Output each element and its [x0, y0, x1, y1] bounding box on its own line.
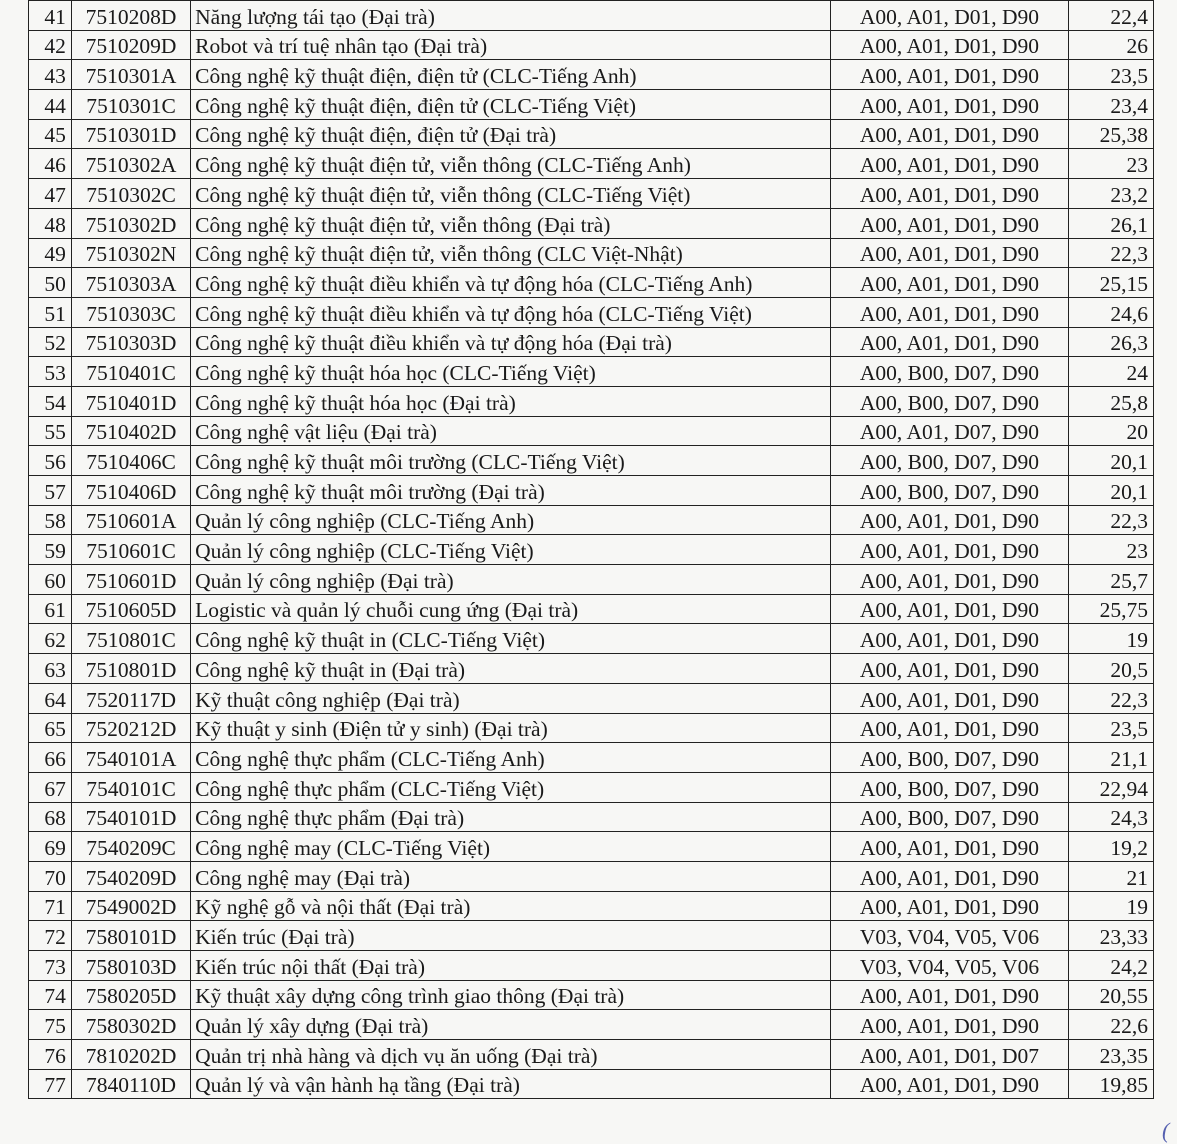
major-name-cell: Kỹ thuật y sinh (Điện tử y sinh) (Đại trà): [191, 713, 831, 743]
row-number-cell: 43: [29, 60, 72, 90]
subject-combination-cell: A00, A01, D01, D90: [830, 832, 1069, 862]
table-row: [29, 951, 1154, 981]
major-code-cell: 7510208D: [71, 1, 190, 31]
subject-combination-cell: V03, V04, V05, V06: [830, 951, 1069, 981]
table-row: [29, 208, 1154, 238]
cutoff-score-cell: 20,5: [1069, 654, 1154, 684]
cutoff-score-cell: 22,6: [1069, 1010, 1154, 1040]
admission-score-sheet: [28, 0, 1154, 1099]
major-name-cell: Kỹ nghệ gỗ và nội thất (Đại trà): [191, 891, 831, 921]
subject-combination-cell: A00, B00, D07, D90: [830, 476, 1069, 506]
major-name-cell: Công nghệ vật liệu (Đại trà): [191, 416, 831, 446]
subject-combination-cell: A00, B00, D07, D90: [830, 386, 1069, 416]
major-code-cell: 7810202D: [71, 1040, 190, 1070]
major-code-cell: 7549002D: [71, 891, 190, 921]
cutoff-score-cell: 23,4: [1069, 90, 1154, 120]
table-row: [29, 149, 1154, 179]
major-code-cell: 7510801D: [71, 654, 190, 684]
cutoff-score-cell: 19: [1069, 891, 1154, 921]
row-number-cell: 74: [29, 980, 72, 1010]
major-code-cell: 7510301C: [71, 90, 190, 120]
admission-score-table: [28, 0, 1154, 1099]
row-number-cell: 77: [29, 1069, 72, 1099]
table-row: [29, 386, 1154, 416]
subject-combination-cell: A00, A01, D01, D90: [830, 654, 1069, 684]
table-row: [29, 1069, 1154, 1099]
table-row: [29, 891, 1154, 921]
cutoff-score-cell: 23,2: [1069, 179, 1154, 209]
subject-combination-cell: A00, A01, D01, D90: [830, 594, 1069, 624]
major-name-cell: Kỹ thuật xây dựng công trình giao thông (Đại trà): [191, 980, 831, 1010]
row-number-cell: 44: [29, 90, 72, 120]
major-code-cell: 7510601C: [71, 535, 190, 565]
major-name-cell: Công nghệ kỹ thuật điện, điện tử (CLC-Tiếng Việt): [191, 90, 831, 120]
subject-combination-cell: A00, A01, D01, D90: [830, 861, 1069, 891]
cutoff-score-cell: 23: [1069, 149, 1154, 179]
cutoff-score-cell: 24: [1069, 357, 1154, 387]
major-name-cell: Công nghệ may (Đại trà): [191, 861, 831, 891]
subject-combination-cell: A00, B00, D07, D90: [830, 446, 1069, 476]
cutoff-score-cell: 23,33: [1069, 921, 1154, 951]
row-number-cell: 60: [29, 565, 72, 595]
major-code-cell: 7520117D: [71, 683, 190, 713]
major-code-cell: 7580101D: [71, 921, 190, 951]
row-number-cell: 46: [29, 149, 72, 179]
major-code-cell: 7510302C: [71, 179, 190, 209]
major-name-cell: Kiến trúc (Đại trà): [191, 921, 831, 951]
cutoff-score-cell: 20,1: [1069, 476, 1154, 506]
subject-combination-cell: A00, A01, D01, D07: [830, 1040, 1069, 1070]
row-number-cell: 68: [29, 802, 72, 832]
major-name-cell: Logistic và quản lý chuỗi cung ứng (Đại trà): [191, 594, 831, 624]
major-code-cell: 7510302A: [71, 149, 190, 179]
cutoff-score-cell: 24,3: [1069, 802, 1154, 832]
cutoff-score-cell: 22,3: [1069, 505, 1154, 535]
cutoff-score-cell: 22,3: [1069, 683, 1154, 713]
row-number-cell: 41: [29, 1, 72, 31]
subject-combination-cell: A00, B00, D07, D90: [830, 743, 1069, 773]
major-code-cell: 7510605D: [71, 594, 190, 624]
cutoff-score-cell: 21,1: [1069, 743, 1154, 773]
subject-combination-cell: A00, A01, D01, D90: [830, 90, 1069, 120]
major-code-cell: 7510601A: [71, 505, 190, 535]
major-name-cell: Quản lý công nghiệp (Đại trà): [191, 565, 831, 595]
major-code-cell: 7510303D: [71, 327, 190, 357]
row-number-cell: 65: [29, 713, 72, 743]
subject-combination-cell: A00, A01, D01, D90: [830, 505, 1069, 535]
cutoff-score-cell: 24,6: [1069, 297, 1154, 327]
cutoff-score-cell: 24,2: [1069, 951, 1154, 981]
row-number-cell: 69: [29, 832, 72, 862]
table-body: [29, 1, 1154, 1099]
major-name-cell: Kiến trúc nội thất (Đại trà): [191, 951, 831, 981]
row-number-cell: 71: [29, 891, 72, 921]
major-name-cell: Quản lý và vận hành hạ tầng (Đại trà): [191, 1069, 831, 1099]
row-number-cell: 61: [29, 594, 72, 624]
cutoff-score-cell: 26,1: [1069, 208, 1154, 238]
cutoff-score-cell: 26: [1069, 30, 1154, 60]
major-code-cell: 7540101C: [71, 772, 190, 802]
table-row: [29, 772, 1154, 802]
major-code-cell: 7510401D: [71, 386, 190, 416]
major-code-cell: 7580302D: [71, 1010, 190, 1040]
row-number-cell: 62: [29, 624, 72, 654]
major-code-cell: 7510302D: [71, 208, 190, 238]
subject-combination-cell: A00, A01, D07, D90: [830, 416, 1069, 446]
major-code-cell: 7840110D: [71, 1069, 190, 1099]
major-code-cell: 7510601D: [71, 565, 190, 595]
table-row: [29, 297, 1154, 327]
row-number-cell: 75: [29, 1010, 72, 1040]
row-number-cell: 45: [29, 119, 72, 149]
table-row: [29, 654, 1154, 684]
subject-combination-cell: A00, A01, D01, D90: [830, 297, 1069, 327]
cutoff-score-cell: 25,8: [1069, 386, 1154, 416]
cutoff-score-cell: 22,94: [1069, 772, 1154, 802]
row-number-cell: 72: [29, 921, 72, 951]
subject-combination-cell: A00, A01, D01, D90: [830, 60, 1069, 90]
subject-combination-cell: A00, A01, D01, D90: [830, 1069, 1069, 1099]
subject-combination-cell: A00, A01, D01, D90: [830, 268, 1069, 298]
cutoff-score-cell: 25,38: [1069, 119, 1154, 149]
table-row: [29, 476, 1154, 506]
major-name-cell: Công nghệ kỹ thuật môi trường (CLC-Tiếng Việt): [191, 446, 831, 476]
major-code-cell: 7510209D: [71, 30, 190, 60]
row-number-cell: 52: [29, 327, 72, 357]
table-row: [29, 594, 1154, 624]
pen-mark: (: [1162, 1118, 1170, 1143]
major-name-cell: Công nghệ kỹ thuật điện tử, viễn thông (Đại trà): [191, 208, 831, 238]
row-number-cell: 73: [29, 951, 72, 981]
row-number-cell: 50: [29, 268, 72, 298]
subject-combination-cell: A00, A01, D01, D90: [830, 1010, 1069, 1040]
table-row: [29, 683, 1154, 713]
subject-combination-cell: A00, A01, D01, D90: [830, 149, 1069, 179]
major-name-cell: Quản lý xây dựng (Đại trà): [191, 1010, 831, 1040]
table-row: [29, 238, 1154, 268]
table-row: [29, 90, 1154, 120]
cutoff-score-cell: 26,3: [1069, 327, 1154, 357]
row-number-cell: 56: [29, 446, 72, 476]
table-row: [29, 832, 1154, 862]
table-row: [29, 416, 1154, 446]
table-row: [29, 1040, 1154, 1070]
major-code-cell: 7510406C: [71, 446, 190, 476]
table-row: [29, 119, 1154, 149]
major-code-cell: 7510406D: [71, 476, 190, 506]
major-code-cell: 7510301D: [71, 119, 190, 149]
row-number-cell: 58: [29, 505, 72, 535]
cutoff-score-cell: 22,4: [1069, 1, 1154, 31]
cutoff-score-cell: 23,5: [1069, 60, 1154, 90]
row-number-cell: 47: [29, 179, 72, 209]
subject-combination-cell: A00, A01, D01, D90: [830, 565, 1069, 595]
cutoff-score-cell: 20,1: [1069, 446, 1154, 476]
major-code-cell: 7540101D: [71, 802, 190, 832]
cutoff-score-cell: 19,2: [1069, 832, 1154, 862]
major-code-cell: 7520212D: [71, 713, 190, 743]
cutoff-score-cell: 19: [1069, 624, 1154, 654]
table-row: [29, 535, 1154, 565]
cutoff-score-cell: 25,75: [1069, 594, 1154, 624]
subject-combination-cell: A00, A01, D01, D90: [830, 238, 1069, 268]
major-name-cell: Công nghệ thực phẩm (CLC-Tiếng Anh): [191, 743, 831, 773]
table-row: [29, 327, 1154, 357]
major-name-cell: Công nghệ kỹ thuật điều khiển và tự động hóa (Đại trà): [191, 327, 831, 357]
major-code-cell: 7580205D: [71, 980, 190, 1010]
subject-combination-cell: A00, A01, D01, D90: [830, 713, 1069, 743]
table-row: [29, 565, 1154, 595]
row-number-cell: 66: [29, 743, 72, 773]
subject-combination-cell: A00, B00, D07, D90: [830, 802, 1069, 832]
major-code-cell: 7510302N: [71, 238, 190, 268]
major-name-cell: Công nghệ kỹ thuật in (Đại trà): [191, 654, 831, 684]
cutoff-score-cell: 25,7: [1069, 565, 1154, 595]
major-name-cell: Công nghệ thực phẩm (Đại trà): [191, 802, 831, 832]
subject-combination-cell: A00, A01, D01, D90: [830, 208, 1069, 238]
table-row: [29, 179, 1154, 209]
table-row: [29, 357, 1154, 387]
row-number-cell: 53: [29, 357, 72, 387]
row-number-cell: 63: [29, 654, 72, 684]
major-name-cell: Robot và trí tuệ nhân tạo (Đại trà): [191, 30, 831, 60]
table-row: [29, 861, 1154, 891]
table-row: [29, 268, 1154, 298]
table-row: [29, 505, 1154, 535]
table-row: [29, 1, 1154, 31]
row-number-cell: 42: [29, 30, 72, 60]
major-code-cell: 7510801C: [71, 624, 190, 654]
major-name-cell: Quản lý công nghiệp (CLC-Tiếng Anh): [191, 505, 831, 535]
subject-combination-cell: A00, A01, D01, D90: [830, 624, 1069, 654]
subject-combination-cell: A00, A01, D01, D90: [830, 980, 1069, 1010]
row-number-cell: 51: [29, 297, 72, 327]
table-row: [29, 980, 1154, 1010]
major-name-cell: Công nghệ thực phẩm (CLC-Tiếng Việt): [191, 772, 831, 802]
major-code-cell: 7510402D: [71, 416, 190, 446]
subject-combination-cell: A00, A01, D01, D90: [830, 30, 1069, 60]
subject-combination-cell: V03, V04, V05, V06: [830, 921, 1069, 951]
major-name-cell: Năng lượng tái tạo (Đại trà): [191, 1, 831, 31]
cutoff-score-cell: 19,85: [1069, 1069, 1154, 1099]
cutoff-score-cell: 21: [1069, 861, 1154, 891]
major-name-cell: Công nghệ kỹ thuật điện tử, viễn thông (CLC-Tiếng Việt): [191, 179, 831, 209]
major-name-cell: Công nghệ kỹ thuật hóa học (Đại trà): [191, 386, 831, 416]
major-code-cell: 7510303A: [71, 268, 190, 298]
subject-combination-cell: A00, A01, D01, D90: [830, 683, 1069, 713]
table-row: [29, 624, 1154, 654]
major-name-cell: Quản lý công nghiệp (CLC-Tiếng Việt): [191, 535, 831, 565]
cutoff-score-cell: 23,35: [1069, 1040, 1154, 1070]
cutoff-score-cell: 20: [1069, 416, 1154, 446]
major-name-cell: Công nghệ kỹ thuật điều khiển và tự động hóa (CLC-Tiếng Anh): [191, 268, 831, 298]
major-code-cell: 7510303C: [71, 297, 190, 327]
subject-combination-cell: A00, A01, D01, D90: [830, 179, 1069, 209]
table-row: [29, 30, 1154, 60]
subject-combination-cell: A00, A01, D01, D90: [830, 535, 1069, 565]
major-name-cell: Kỹ thuật công nghiệp (Đại trà): [191, 683, 831, 713]
major-name-cell: Công nghệ kỹ thuật điện, điện tử (CLC-Tiếng Anh): [191, 60, 831, 90]
subject-combination-cell: A00, A01, D01, D90: [830, 327, 1069, 357]
major-code-cell: 7510401C: [71, 357, 190, 387]
subject-combination-cell: A00, A01, D01, D90: [830, 1, 1069, 31]
row-number-cell: 70: [29, 861, 72, 891]
major-name-cell: Công nghệ kỹ thuật điều khiển và tự động hóa (CLC-Tiếng Việt): [191, 297, 831, 327]
major-name-cell: Quản trị nhà hàng và dịch vụ ăn uống (Đại trà): [191, 1040, 831, 1070]
table-row: [29, 743, 1154, 773]
row-number-cell: 64: [29, 683, 72, 713]
cutoff-score-cell: 22,3: [1069, 238, 1154, 268]
subject-combination-cell: A00, B00, D07, D90: [830, 772, 1069, 802]
row-number-cell: 54: [29, 386, 72, 416]
subject-combination-cell: A00, A01, D01, D90: [830, 891, 1069, 921]
table-row: [29, 1010, 1154, 1040]
major-code-cell: 7580103D: [71, 951, 190, 981]
cutoff-score-cell: 23,5: [1069, 713, 1154, 743]
table-row: [29, 802, 1154, 832]
major-code-cell: 7540209C: [71, 832, 190, 862]
major-code-cell: 7540209D: [71, 861, 190, 891]
row-number-cell: 76: [29, 1040, 72, 1070]
major-name-cell: Công nghệ kỹ thuật điện, điện tử (Đại trà): [191, 119, 831, 149]
table-row: [29, 446, 1154, 476]
major-name-cell: Công nghệ kỹ thuật môi trường (Đại trà): [191, 476, 831, 506]
row-number-cell: 55: [29, 416, 72, 446]
cutoff-score-cell: 20,55: [1069, 980, 1154, 1010]
table-row: [29, 713, 1154, 743]
major-name-cell: Công nghệ kỹ thuật điện tử, viễn thông (CLC-Tiếng Anh): [191, 149, 831, 179]
major-name-cell: Công nghệ kỹ thuật hóa học (CLC-Tiếng Việt): [191, 357, 831, 387]
subject-combination-cell: A00, B00, D07, D90: [830, 357, 1069, 387]
table-row: [29, 60, 1154, 90]
major-code-cell: 7510301A: [71, 60, 190, 90]
row-number-cell: 48: [29, 208, 72, 238]
major-name-cell: Công nghệ may (CLC-Tiếng Việt): [191, 832, 831, 862]
cutoff-score-cell: 23: [1069, 535, 1154, 565]
row-number-cell: 49: [29, 238, 72, 268]
row-number-cell: 57: [29, 476, 72, 506]
row-number-cell: 67: [29, 772, 72, 802]
subject-combination-cell: A00, A01, D01, D90: [830, 119, 1069, 149]
table-row: [29, 921, 1154, 951]
major-name-cell: Công nghệ kỹ thuật in (CLC-Tiếng Việt): [191, 624, 831, 654]
row-number-cell: 59: [29, 535, 72, 565]
cutoff-score-cell: 25,15: [1069, 268, 1154, 298]
major-name-cell: Công nghệ kỹ thuật điện tử, viễn thông (CLC Việt-Nhật): [191, 238, 831, 268]
major-code-cell: 7540101A: [71, 743, 190, 773]
